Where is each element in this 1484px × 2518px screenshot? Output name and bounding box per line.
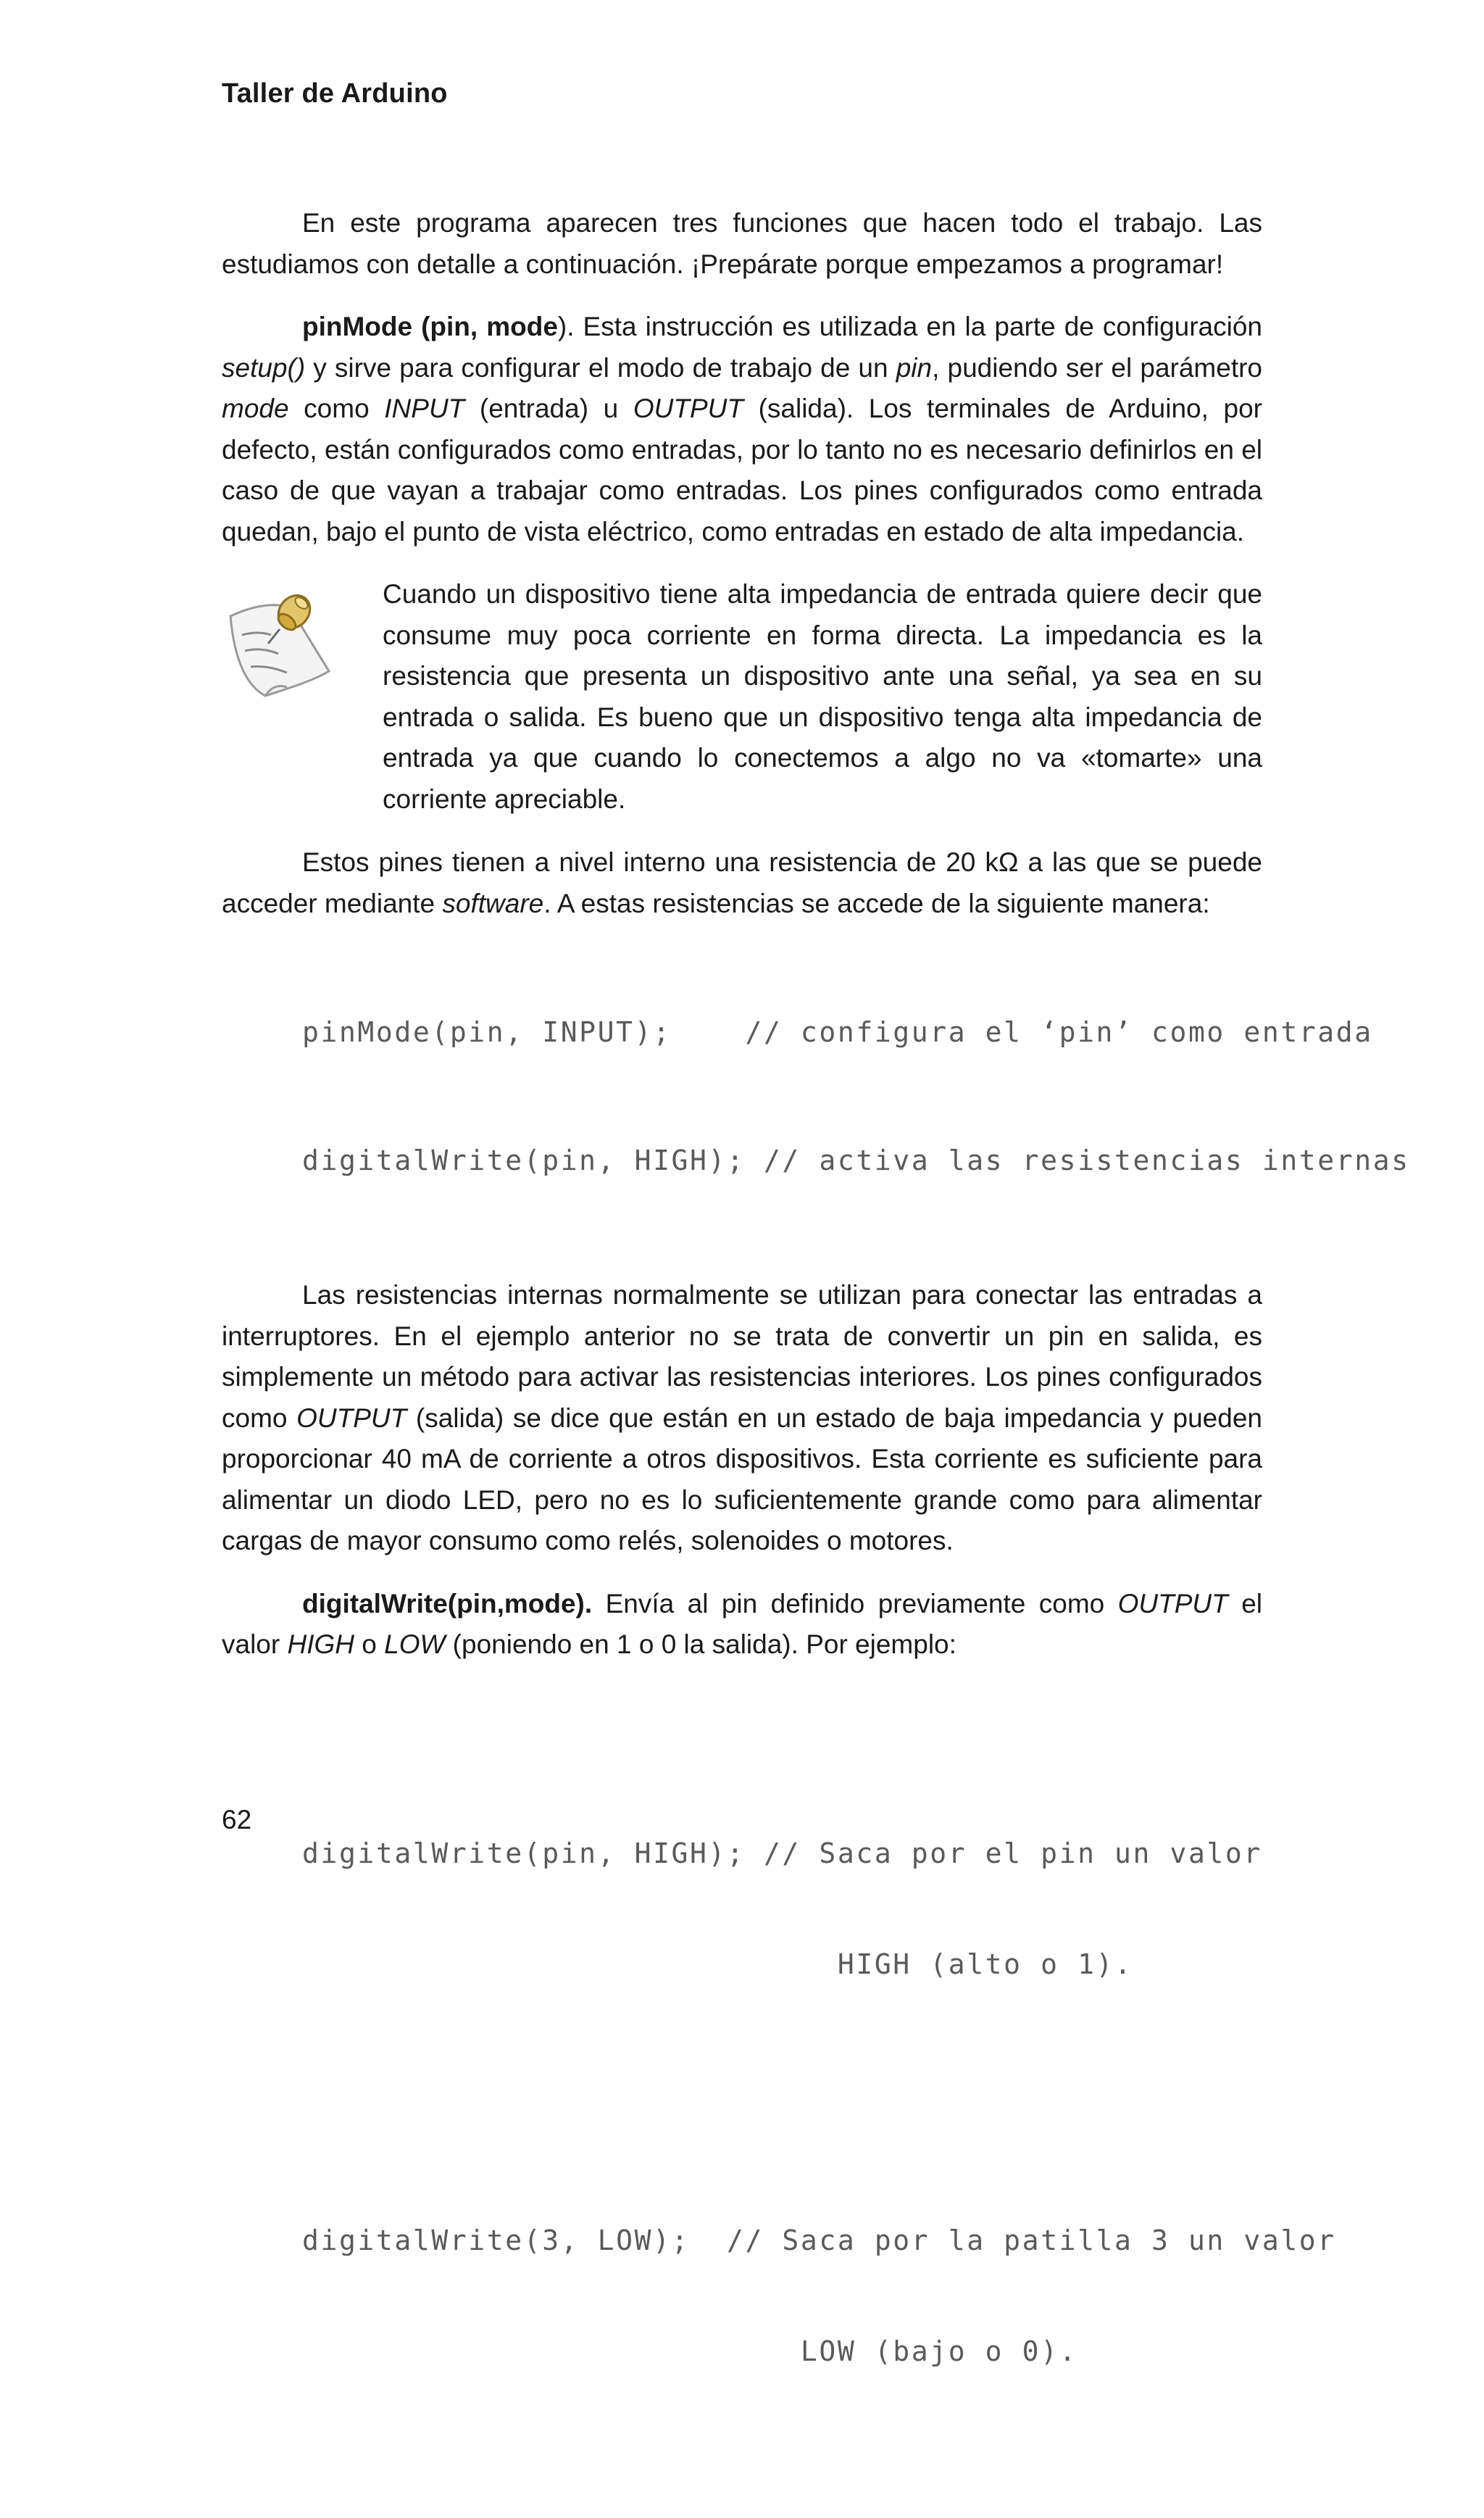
page-content bbox=[222, 203, 1410, 2518]
intro-paragraph: En este programa aparecen tres funciones que hacen todo el trabajo. Las estudiamos con detalle a continuación. ¡Prepárate porque empezamos a programar! bbox=[222, 208, 1262, 279]
pinmode-term: pinMode (pin, mode bbox=[302, 312, 558, 341]
code-block-pullup bbox=[222, 940, 1410, 1253]
code-line: pinMode(pin, INPUT); // configura el ‘pin’ como entrada bbox=[302, 1016, 1373, 1048]
digitalwrite-term: digitalWrite(pin,mode). bbox=[302, 1588, 593, 1619]
note-box bbox=[222, 574, 1262, 820]
note-text: Cuando un dispositivo tiene alta impedancia de entrada quiere decir que consume muy poca corriente en forma directa. La impedancia es la resistencia que presenta un dispositivo ante una señal, ya sea en su entrada o salida. Es bueno que un dispositivo tenga alta impedancia de entrada ya que cuando lo conectemos a algo no va «tomarte» una corriente apreciable. bbox=[383, 579, 1262, 814]
internal-resistors-paragraph: Estos pines tienen a nivel interno una resistencia de 20 kΩ a las que se puede acceder mediante software. A estas resistencias se accede de la siguiente manera: bbox=[222, 847, 1262, 918]
code-block-digitalwrite bbox=[222, 1687, 1336, 2518]
pushpin-note-icon bbox=[220, 578, 348, 706]
code-group bbox=[302, 2148, 1336, 2444]
code-group bbox=[302, 1761, 1262, 2057]
running-head: Taller de Arduino bbox=[222, 78, 448, 109]
page-number: 62 bbox=[222, 1805, 252, 1835]
code-line-continuation: HIGH (alto o 1). bbox=[302, 1948, 1133, 1980]
code-line: digitalWrite(pin, HIGH); // activa las resistencias internas bbox=[302, 1144, 1410, 1176]
code-line-continuation: LOW (bajo o 0). bbox=[302, 2335, 1078, 2367]
digitalwrite-paragraph: digitalWrite(pin,mode). Envía al pin definido previamente como OUTPUT el valor HIGH o LOW (poniendo en 1 o 0 la salida). Por ejemplo: bbox=[222, 1588, 1262, 1659]
code-line: digitalWrite(pin, HIGH); // Saca por el pin un valor bbox=[302, 1837, 1262, 1869]
pullups-paragraph: Las resistencias internas normalmente se utilizan para conectar las entradas a interruptores. En el ejemplo anterior no se trata de convertir un pin en salida, es simplemente un método para activar las resistencias interiores. Los pines configurados como OUTPUT (salida) se dice que están en un estado de baja impedancia y pueden proporcionar 40 mA de corriente a otros dispositivos. Esta corriente es suficiente para alimentar un diodo LED, pero no es lo suficientemente grande como para alimentar cargas de mayor consumo como relés, solenoides o motores. bbox=[222, 1280, 1262, 1555]
code-line: digitalWrite(3, LOW); // Saca por la patilla 3 un valor bbox=[302, 2224, 1336, 2256]
pinmode-paragraph: pinMode (pin, mode). Esta instrucción es utilizada en la parte de configuración setup() y sirve para configurar el modo de trabajo de un pin, pudiendo ser el parámetro mode como INPUT (entrada) u OUTPUT (salida). Los terminales de Arduino, por defecto, están configurados como entradas, por lo tanto no es necesario definirlos en el caso de que vayan a trabajar como entradas. Los pines configurados como entrada quedan, bajo el punto de vista eléctrico, como entradas en estado de alta impedancia. bbox=[222, 312, 1262, 547]
